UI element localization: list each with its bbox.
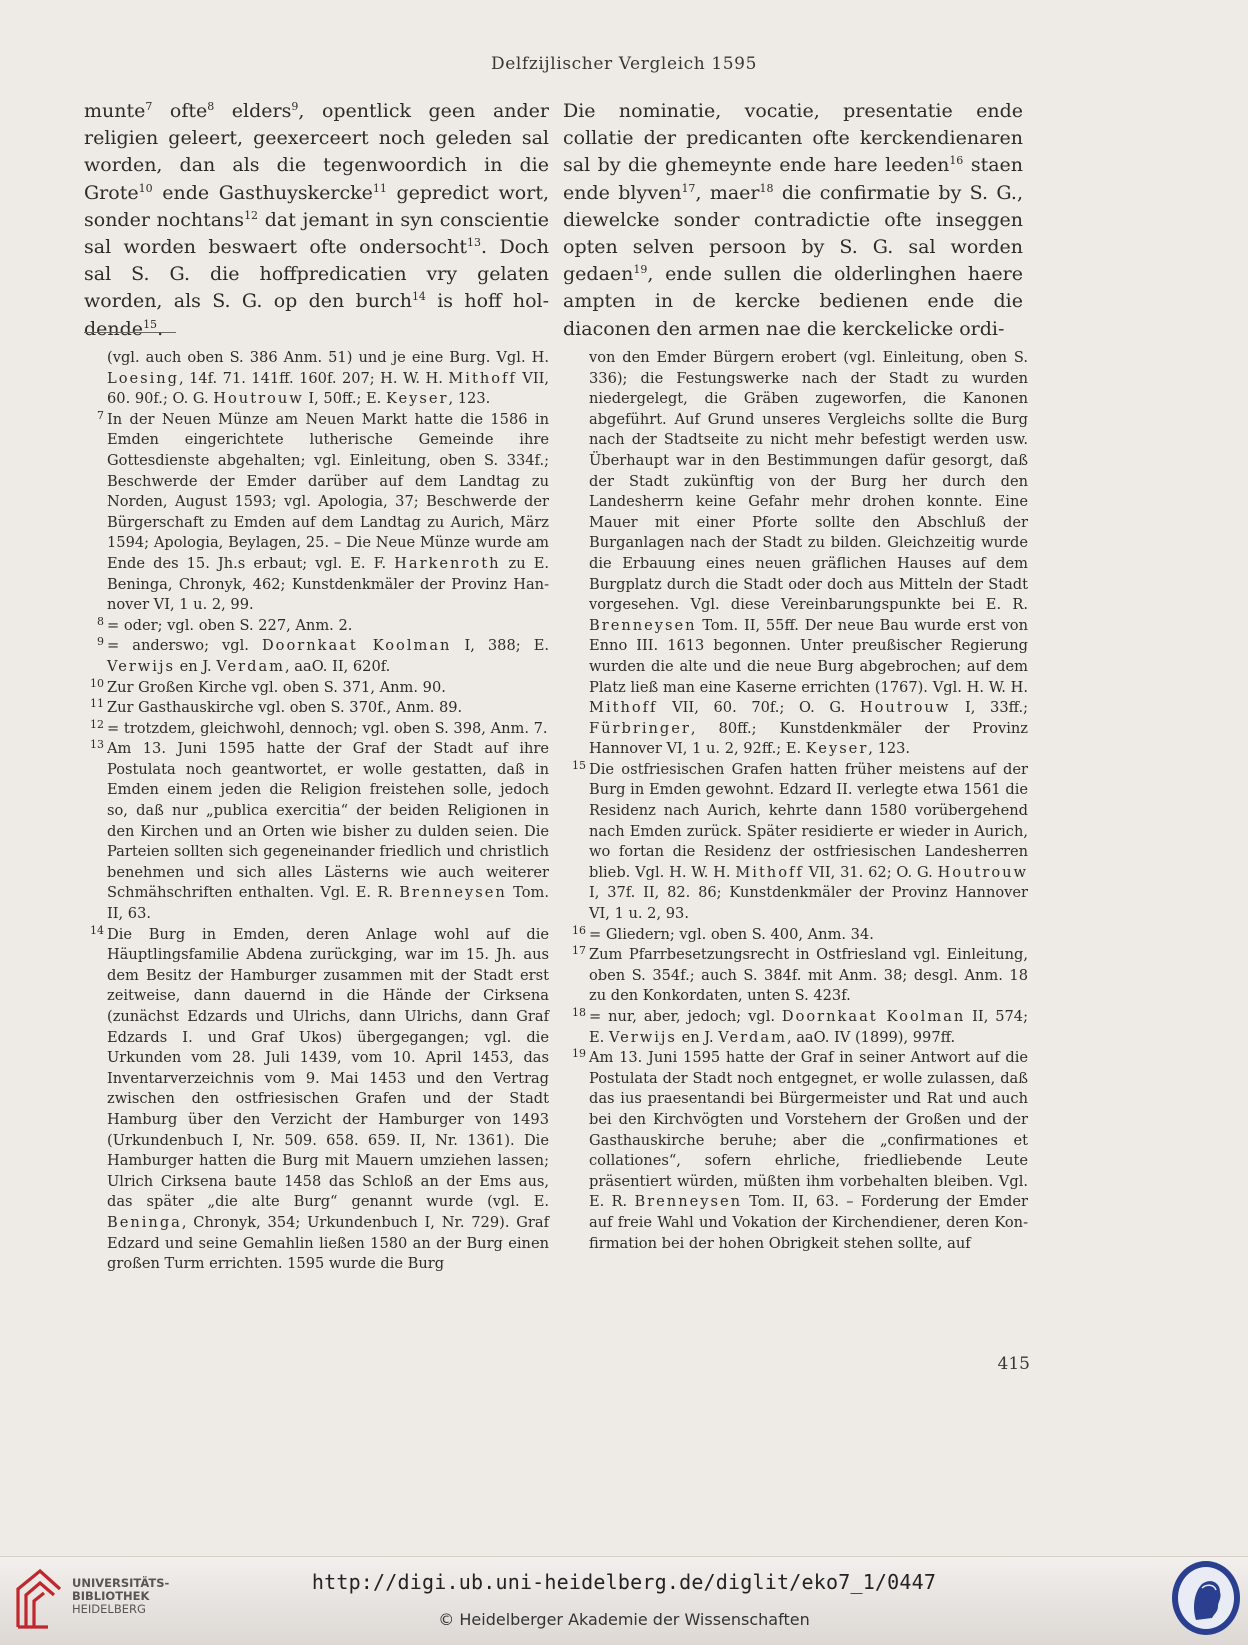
footnote-reference: 13 [467, 236, 482, 250]
footnote-9: 9 = anderswo; vgl. Doornkaat Koolman I, 388; E. Verwijs en J. Verdam, aaO. II, 620f. [84, 636, 549, 677]
footnote-16: 16 = Gliedern; vgl. oben S. 400, Anm. 34. [566, 925, 1028, 946]
footnote-number: 12 [90, 717, 104, 731]
footnote-number: 14 [90, 923, 104, 937]
footnotes-right-column [566, 348, 1028, 1254]
permalink-url[interactable]: http://digi.ub.uni-heidelberg.de/diglit/eko7_1/0447 [311, 1570, 937, 1594]
author-name: Houtrouw [213, 390, 304, 408]
author-name: Doornkaat Koolman [781, 1008, 966, 1025]
footnote-19: 19 Am 13. Juni 1595 hatte der Graf in seiner Antwort auf die Postulata der Stadt noch entgegnet, er wolle zulassen, daß das ius praesentandi bei Bürgermeister und Rat und auch bei den Kirchvögten und Vorstehern der Großen und der Gasthauskirche beruhe; aber die „confirmationes et collationes“, sofern ehrliche, friedliebende Leute präsentiert würden, müßten ihm vorbehalten bleiben. Vgl. E. R. Brenneysen Tom. II, 63. – Forderung der Emder auf freie Wahl und Vokation der Kirchendiener, deren Konfirmation bei der hohen Obrigkeit stehen sollte, auf [566, 1048, 1028, 1254]
footnote-12: 12 = trotzdem, gleichwohl, dennoch; vgl. oben S. 398, Anm. 7. [84, 719, 549, 740]
academy-seal-icon[interactable] [1168, 1558, 1244, 1638]
footnote-list-left [84, 410, 549, 1275]
author-name: Verwijs [107, 657, 175, 675]
footnote-number: 13 [90, 738, 104, 752]
footnote-17: 17 Zum Pfarrbesetzungsrecht in Ostfriesland vgl. Einleitung, oben S. 354f.; auch S. 384f. mit Anm. 38; desgl. Anm. 18 zu den Konkordaten, unten S. 423f. [566, 945, 1028, 1007]
author-name: Brenneysen [634, 1193, 742, 1211]
footnote-number: 16 [572, 923, 586, 937]
footnote-number: 10 [90, 676, 104, 690]
library-name-line-3: HEIDELBERG [72, 1602, 146, 1616]
page-number: 415 [997, 1354, 1030, 1374]
footnote-18: 18 = nur, aber, jedoch; vgl. Doornkaat Koolman II, 574; E. Verwijs en J. Verdam, aaO. IV (1899), 997ff. [566, 1007, 1028, 1048]
copyright-notice: © Heidelberger Akademie der Wissenschaften [438, 1610, 810, 1629]
footnote-7: 7 In der Neuen Münze am Neuen Markt hatte die 1586 in Emden eingerichtete lutherische Gemeinde ihre Gottesdienste abgehalten; vgl. Einleitung, oben S. 334f.; Beschwerde der Emder darüber auf dem Landtag zu Norden, August 1593; vgl. Apologia, 37; Beschwerde der Bürgerschaft zu Emden auf dem Landtag zu Aurich, März 1594; Apologia, Beylagen, 25. – Die Neue Münze wurde am Ende des 15. Jh.s erbaut; vgl. E. F. Harkenroth zu E. Beninga, Chronyk, 462; Kunstdenkmäler der Provinz Hannover VI, 1 u. 2, 99. [84, 410, 549, 616]
footnote-rule [84, 332, 176, 333]
footnote-reference: 15 [143, 317, 158, 331]
author-name: Houtrouw [859, 699, 951, 717]
footnote-reference: 16 [949, 154, 964, 168]
footnote-11: 11 Zur Gasthauskirche vgl. oben S. 370f., Anm. 89. [84, 698, 549, 719]
author-name: Loesing [107, 369, 180, 387]
footnote-number: 19 [572, 1047, 586, 1061]
footnote-number: 18 [572, 1006, 586, 1019]
author-name: Mithoff [735, 863, 804, 881]
running-head: Delfzijlischer Vergleich 1595 [491, 54, 757, 74]
library-name-line-2: BIBLIOTHEK [72, 1589, 150, 1603]
footnote-number: 9 [97, 635, 104, 649]
footnote-10: 10 Zur Großen Kirche vgl. oben S. 371, Anm. 90. [84, 678, 549, 699]
footnote-13: 13 Am 13. Juni 1595 hatte der Graf der Stadt auf ihre Postulata noch geantwortet, er wolle gestatten, daß in Emden einem jeden die Religion freistehen solle, jedoch so, daß nur „publica exercitia“ der beiden Religionen in den Kirchen und an Orten wie bisher zu dulden seien. Die Parteien sollten sich gegeneinander friedlich und christlich benehmen und sich alles Lästerns wie auch weiterer Schmähschriften enthalten. Vgl. E. R. Brenneysen Tom. II, 63. [84, 739, 549, 924]
main-text-right-column: Die nominatie, vocatie, presentatie ende collatie der predicanten ofte kerckendienaren sal by die ghemeynte ende hare leeden$^{16}$ staen ende blyven$^{17}$, maer$^{18}$ die confirmatie by S. G., diewelcke sonder contradictie ofte inseggen opten selven persoon by S. G. sal worden gedaen$^{19}$, ende sullen die olderlinghen haere ampten in de kercke bedienen ende die diaconen den armen nae die kerckelicke ordi- [563, 100, 1024, 340]
author-name: Keyser [385, 390, 449, 408]
footnotes-left-column [84, 348, 549, 1275]
author-name: Fürbringer [589, 719, 691, 737]
footnote-number: 8 [97, 614, 104, 628]
footnote-reference: 11 [372, 181, 387, 195]
footnote-15: 15 Die ostfriesischen Grafen hatten früher meistens auf der Burg in Emden gewohnt. Edzard II. verlegte etwa 1561 die Residenz nach Aurich, kehrte dann 1580 vorübergehend nach Emden zurück. Später residierte er wieder in Aurich, wo fortan die Residenz der ostfriesischen Landesherren blieb. Vgl. H. W. H. Mithoff VII, 31. 62; O. G. Houtrouw I, 37f. II, 82. 86; Kunstdenkmäler der Provinz Hannover VI, 1 u. 2, 93. [566, 760, 1028, 925]
footnote-number: 7 [97, 408, 104, 422]
footnote-reference: 9 [291, 100, 299, 113]
footnote-reference: 12 [244, 208, 259, 222]
footnote-14: 14 Die Burg in Emden, deren Anlage wohl auf die Häuptlingsfamilie Abdena zurückging, war im 15. Jh. aus dem Besitz der Hamburger zusammen mit der Stadt erst zeitweise, dann dauernd in die Hände der Cirksena (zunächst Edzards und Ulrichs, dann Ulrichs, dann Graf Edzards I. und Graf Ukos) übergegangen; vgl. die Urkunden vom 28. Juli 1439, vom 10. April 1453, das Inventarverzeichnis vom 9. Mai 1453 und den Vertrag zwischen den ostfriesischen Grafen und der Stadt Hamburg über den Verzicht der Hamburger von 1493 (Urkundenbuch I, Nr. 509. 658. 659. II, Nr. 1361). Die Hamburger hatten die Burg mit Mauern umziehen lassen; Ulrich Cirksena baute 1458 das Schloß an der Ems aus, das später „die alte Burg“ genannt wurde (vgl. E. Beninga, Chronyk, 354; Urkundenbuch I, Nr. 729). Graf Edzard und seine Gemahlin ließen 1580 an der Burg einen großen Turm errichten. 1595 wurde die Burg [84, 925, 549, 1275]
footnote-list-right [566, 760, 1028, 1254]
author-name: Mithoff [448, 369, 517, 387]
author-name: Beninga [107, 1213, 182, 1231]
footnote-continuation: von den Emder Bürgern erobert (vgl. Einleitung, oben S. 336); die Festungswerke nach der Stadt zu wurden niedergelegt, die Gräben zugeworfen, die Kanonen abgeführt. Auf Grund unseres Vergleichs sollte die Burg nach der Stadtseite zu nicht mehr befestigt werden usw. Überhaupt war in den Bestimmungen dafür gesorgt, daß der Stadt zukünftig von der Burg her durch den Landesherrn keine Gefahr mehr drohen konnte. Eine Mauer mit einer Pforte sollte den Abschluß der Burganlagen nach der Stadt zu bilden. Gleichzeitig wurde die Erbauung eines neuen gräflichen Hauses auf dem Burgplatz durch die Stadt oder doch aus Mitteln der Stadt vorgesehen. Vgl. diese Vereinbarungspunkte bei E. R. Brenneysen Tom. II, 55ff. Der neue Bau wurde erst von Enno III. 1613 begonnen. Unter preußischer Regierung wurden die alte und die neue Burg abgebrochen; auf dem Platz ließ man eine Kaserne errichten (1767). Vgl. H. W. H. Mithoff VII, 60. 70f.; O. G. Houtrouw I, 33ff.; Fürbringer, 80ff.; Kunstdenkmäler der Provinz Hannover VI, 1 u. 2, 92ff.; E. Keyser, 123. [589, 349, 1029, 758]
footnote-number: 15 [572, 758, 586, 772]
author-name: Verwijs [608, 1028, 677, 1046]
library-name-line-1: UNIVERSITÄTS- [72, 1576, 170, 1590]
footnote-reference: 8 [207, 100, 215, 113]
footnote-reference: 18 [759, 181, 774, 195]
author-name: Harkenroth [394, 554, 501, 572]
author-name: Brenneysen [399, 884, 507, 902]
footnote-8: 8 = oder; vgl. oben S. 227, Anm. 2. [84, 616, 549, 637]
footnote-reference: 17 [681, 181, 696, 195]
footnote-reference: 14 [411, 290, 426, 304]
author-name: Verdam [718, 1028, 787, 1046]
footnote-reference: 7 [145, 100, 153, 113]
footnote-reference: 10 [138, 181, 153, 195]
footnote-number: 17 [572, 944, 586, 958]
author-name: Keyser [805, 740, 869, 758]
author-name: Verdam [216, 657, 286, 675]
footnote-continuation: (vgl. auch oben S. 386 Anm. 51) und je eine Burg. Vgl. H. Loesing, 14f. 71. 141ff. 160f. 207; H. W. H. Mithoff VII, 60. 90f.; O. G. Houtrouw I, 50ff.; E. Keyser, 123. [107, 349, 549, 408]
author-name: Houtrouw [937, 863, 1028, 881]
author-name: Doornkaat Koolman [261, 637, 452, 655]
author-name: Brenneysen [589, 616, 697, 634]
footnote-number: 11 [90, 697, 104, 711]
footnote-reference: 19 [633, 263, 648, 277]
author-name: Mithoff [589, 699, 658, 717]
main-text-left-column: munte$^7$ ofte$^8$ elders$^9$, opentlick geen ander religien geleert, geexerceert noch geleden sal worden, dan als die tegenwoordich in die Grote$^{10}$ ende Gasthuyskercke$^{11}$ gepredict wort, sonder nochtans$^{12}$ dat jemant in syn conscientie sal worden beswaert ofte ondersocht$^{13}$. Doch sal S. G. die hoffpredicatien vry gelaten worden, als S. G. op den burch$^{14}$ is hoff holdende$^{15}$. [84, 100, 550, 340]
